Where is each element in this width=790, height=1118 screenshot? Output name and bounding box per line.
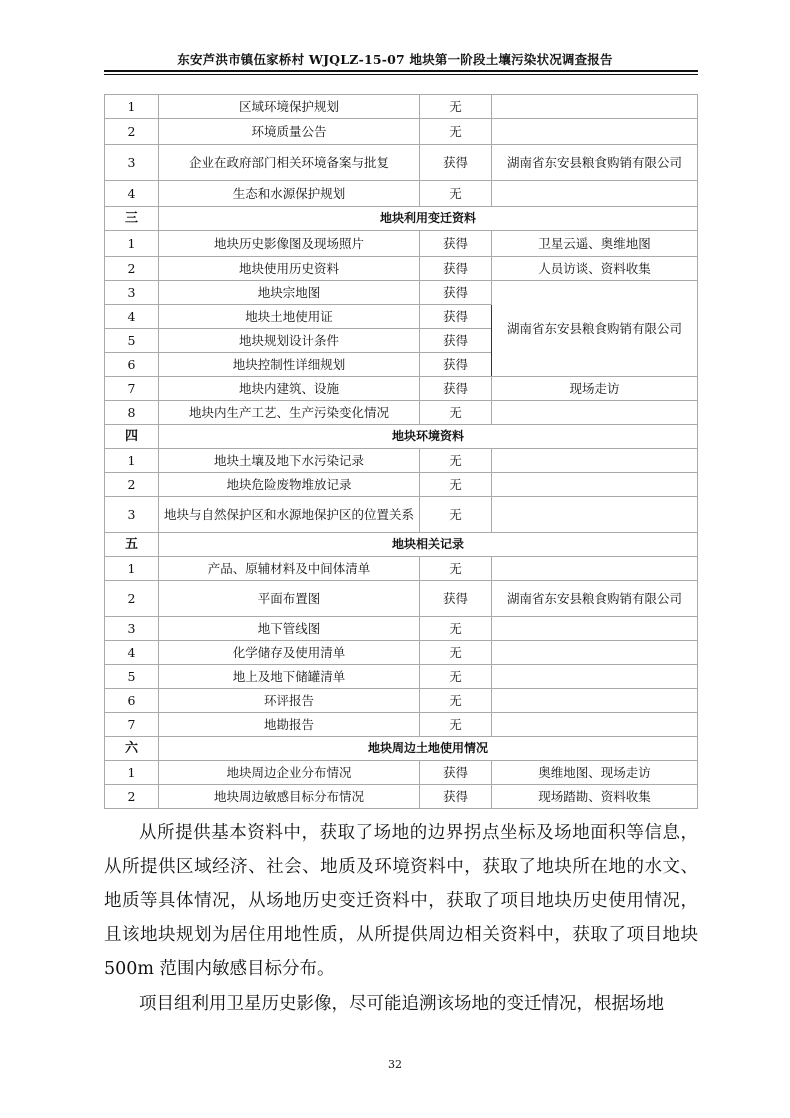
row-number: 1 [105,761,159,785]
item-name: 环评报告 [159,689,420,713]
document-header-title: 东安芦洪市镇伍家桥村 WJQLZ-15-07 地块第一阶段土壤污染状况调查报告 [177,52,613,67]
section-title: 地块利用变迁资料 [159,207,698,231]
row-number: 1 [105,449,159,473]
item-status: 获得 [420,353,492,377]
item-name: 地块土地使用证 [159,305,420,329]
page-number: 32 [388,1058,402,1071]
section-number: 四 [105,425,159,449]
item-status: 无 [420,473,492,497]
table-row [105,557,698,581]
item-name: 地块内建筑、设施 [159,377,420,401]
item-name: 地勘报告 [159,713,420,737]
item-status: 获得 [420,231,492,257]
row-number: 1 [105,557,159,581]
row-number: 6 [105,353,159,377]
table-row [105,665,698,689]
item-status: 获得 [420,281,492,305]
item-status: 获得 [420,257,492,281]
row-number: 4 [105,181,159,207]
row-number: 2 [105,581,159,617]
item-status: 无 [420,641,492,665]
row-number: 1 [105,95,159,119]
item-name: 化学储存及使用清单 [159,641,420,665]
row-number: 4 [105,641,159,665]
item-name: 地块与自然保护区和水源地保护区的位置关系 [159,497,420,533]
item-source-merged: 湖南省东安县粮食购销有限公司 [492,281,698,377]
body-paragraph-2 [104,987,698,1021]
section-row [105,207,698,231]
item-name: 区域环境保护规划 [159,95,420,119]
table-row [105,257,698,281]
row-number: 3 [105,145,159,181]
item-status: 无 [420,689,492,713]
table-row [105,281,698,305]
row-number: 6 [105,689,159,713]
item-status: 无 [420,497,492,533]
item-status: 获得 [420,305,492,329]
item-name: 地块历史影像图及现场照片 [159,231,420,257]
item-source [492,119,698,145]
item-status: 无 [420,181,492,207]
item-source [492,665,698,689]
item-source: 人员访谈、资料收集 [492,257,698,281]
item-source [492,497,698,533]
item-name: 地块宗地图 [159,281,420,305]
table-row [105,449,698,473]
table-row [105,761,698,785]
item-name: 企业在政府部门相关环境备案与批复 [159,145,420,181]
item-source [492,641,698,665]
row-number: 2 [105,257,159,281]
item-source: 湖南省东安县粮食购销有限公司 [492,145,698,181]
item-status: 获得 [420,329,492,353]
item-name: 地块控制性详细规划 [159,353,420,377]
data-collection-table [104,94,698,809]
item-status: 无 [420,713,492,737]
item-source [492,617,698,641]
row-number: 2 [105,119,159,145]
table-row [105,581,698,617]
item-source: 现场踏勘、资料收集 [492,785,698,809]
item-source [492,181,698,207]
item-name: 地上及地下储罐清单 [159,665,420,689]
table-row [105,377,698,401]
table-row [105,95,698,119]
table-row [105,641,698,665]
item-name: 生态和水源保护规划 [159,181,420,207]
table-row [105,713,698,737]
item-source: 湖南省东安县粮食购销有限公司 [492,581,698,617]
section-number: 三 [105,207,159,231]
item-name: 地块土壤及地下水污染记录 [159,449,420,473]
row-number: 1 [105,231,159,257]
table-row [105,181,698,207]
item-status: 获得 [420,785,492,809]
item-name: 平面布置图 [159,581,420,617]
body-paragraph-1 [104,816,698,986]
item-name: 地块周边企业分布情况 [159,761,420,785]
section-title: 地块相关记录 [159,533,698,557]
header-rule-thin [104,74,698,75]
item-name: 地块周边敏感目标分布情况 [159,785,420,809]
section-title: 地块周边土地使用情况 [159,737,698,761]
section-number: 五 [105,533,159,557]
item-source [492,449,698,473]
item-source [492,557,698,581]
row-number: 5 [105,665,159,689]
row-number: 2 [105,473,159,497]
paragraph-text: 项目组利用卫星历史影像，尽可能追溯该场地的变迁情况，根据场地 [139,994,664,1014]
item-source [492,713,698,737]
row-number: 8 [105,401,159,425]
item-name: 地块内生产工艺、生产污染变化情况 [159,401,420,425]
item-status: 无 [420,449,492,473]
item-status: 无 [420,401,492,425]
item-status: 获得 [420,581,492,617]
item-status: 无 [420,665,492,689]
row-number: 3 [105,617,159,641]
item-name: 环境质量公告 [159,119,420,145]
table-row [105,231,698,257]
row-number: 3 [105,281,159,305]
item-name: 地块规划设计条件 [159,329,420,353]
item-status: 无 [420,557,492,581]
paragraph-text: 从所提供基本资料中，获取了场地的边界拐点坐标及场地面积等信息，从所提供区域经济、社会、地质及环境资料中，获取了地块所在地的水文、地质等具体情况，从场地历史变迁资料中，获取了项目地块历史使用情况，且该地块规划为居住用地性质，从所提供周边相关资料中，获取了项目地块 500m 范围内敏感目标分布。 [104,823,698,979]
item-status: 无 [420,119,492,145]
item-source: 奥维地图、现场走访 [492,761,698,785]
header-rule-thick [104,70,698,72]
item-source: 卫星云遥、奥维地图 [492,231,698,257]
table-row [105,689,698,713]
table-row [105,145,698,181]
table-row [105,401,698,425]
row-number: 2 [105,785,159,809]
section-row [105,533,698,557]
table-row [105,473,698,497]
item-name: 地下管线图 [159,617,420,641]
item-source [492,95,698,119]
table-row [105,119,698,145]
item-name: 地块危险废物堆放记录 [159,473,420,497]
item-name: 产品、原辅材料及中间体清单 [159,557,420,581]
item-status: 获得 [420,377,492,401]
section-number: 六 [105,737,159,761]
row-number: 7 [105,713,159,737]
item-status: 获得 [420,145,492,181]
section-row [105,425,698,449]
section-title: 地块环境资料 [159,425,698,449]
item-source [492,401,698,425]
table-row [105,617,698,641]
item-source [492,473,698,497]
section-row [105,737,698,761]
row-number: 5 [105,329,159,353]
table-row [105,785,698,809]
item-status: 无 [420,95,492,119]
table-row [105,497,698,533]
item-status: 无 [420,617,492,641]
item-source [492,689,698,713]
item-status: 获得 [420,761,492,785]
item-name: 地块使用历史资料 [159,257,420,281]
row-number: 3 [105,497,159,533]
item-source: 现场走访 [492,377,698,401]
row-number: 7 [105,377,159,401]
row-number: 4 [105,305,159,329]
